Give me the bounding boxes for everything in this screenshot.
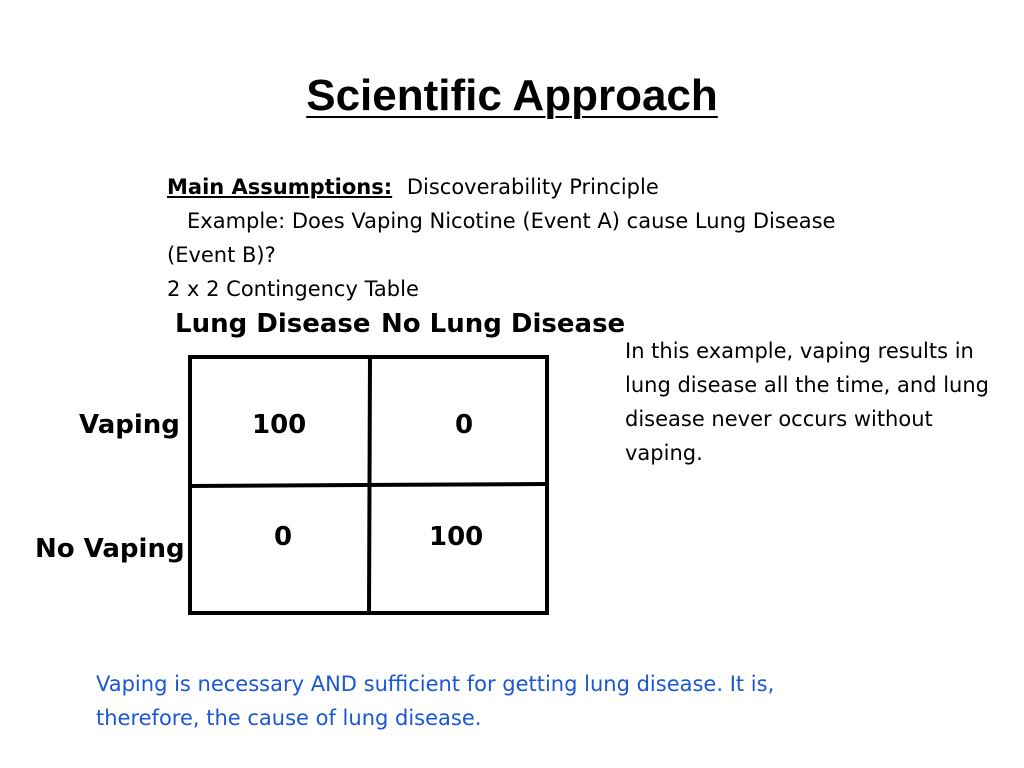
row-label-vaping: Vaping — [79, 410, 180, 440]
row-label-no-vaping: No Vaping — [35, 534, 185, 564]
table-caption: 2 x 2 Contingency Table — [167, 277, 419, 301]
slide-title-text: Scientific Approach — [306, 71, 718, 120]
example-note: In this example, vaping results in lung disease all the time, and lung disease never occurs without vaping. — [625, 339, 990, 465]
example-line-2: (Event B)? — [167, 243, 276, 267]
assumptions-label: Main Assumptions: — [167, 175, 393, 199]
example-line-1: Example: Does Vaping Nicotine (Event A) cause Lung Disease — [187, 209, 836, 233]
cell-no-vaping-no-lung-disease: 100 — [429, 522, 484, 552]
table-horizontal-divider — [190, 484, 547, 486]
column-header-lung-disease: Lung Disease — [175, 309, 371, 339]
cell-vaping-no-lung-disease: 0 — [455, 410, 474, 440]
assumptions-principle: Discoverability Principle — [406, 175, 659, 199]
conclusion-text: Vaping is necessary AND sufficient for getting lung disease. It is, therefore, the cause of lung disease. — [96, 672, 775, 730]
cell-no-vaping-lung-disease: 0 — [274, 522, 293, 552]
column-header-no-lung-disease: No Lung Disease — [381, 309, 626, 339]
cell-vaping-lung-disease: 100 — [252, 410, 307, 440]
